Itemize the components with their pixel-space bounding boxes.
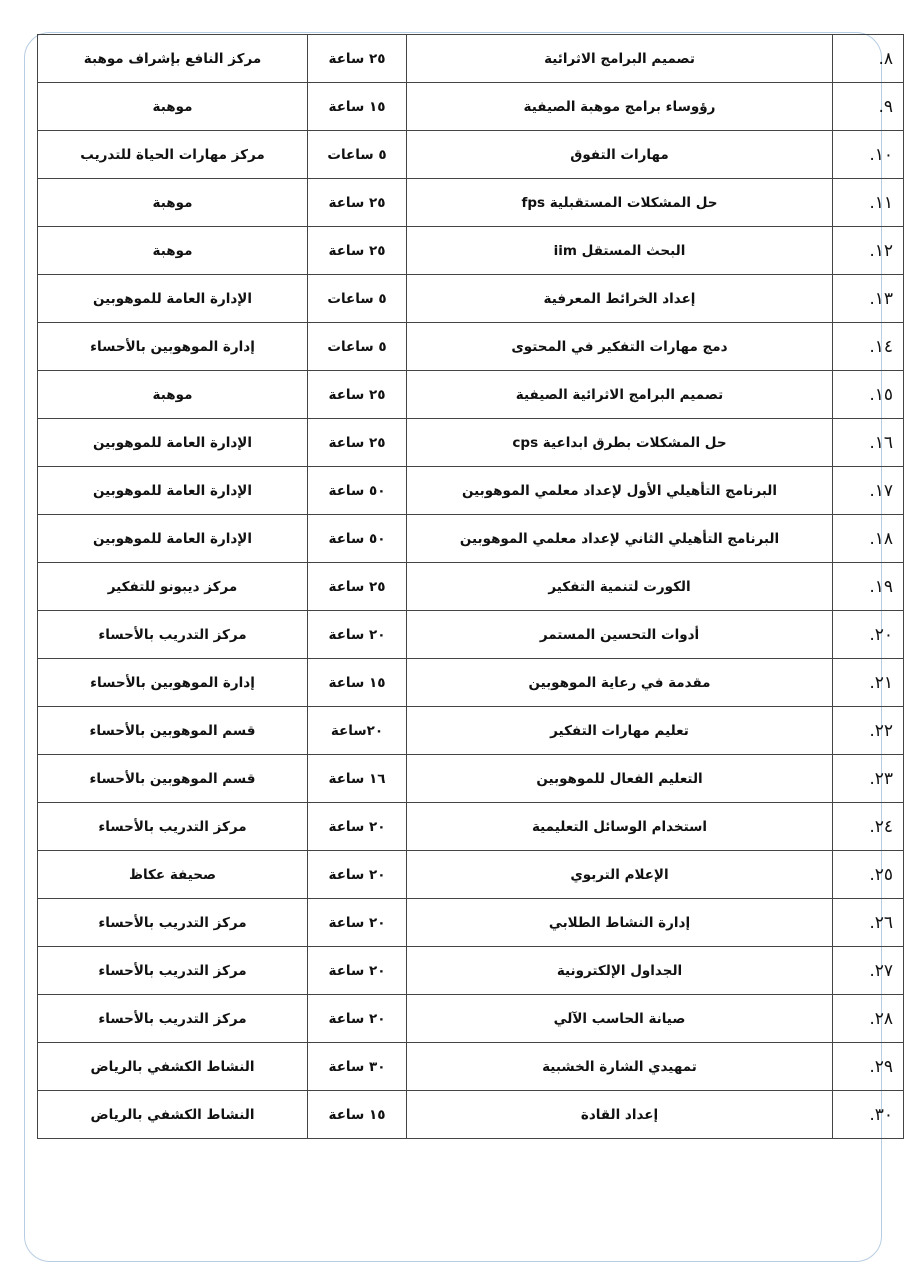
course-provider: موهبة [38, 179, 308, 227]
course-provider: موهبة [38, 83, 308, 131]
course-hours: ٢٥ ساعة [308, 35, 407, 83]
course-name: مقدمة في رعاية الموهوبين [407, 659, 833, 707]
table-row [38, 227, 904, 275]
row-number: ١٧. [833, 467, 904, 515]
table-row [38, 371, 904, 419]
row-number: ١٦. [833, 419, 904, 467]
course-hours: ٥٠ ساعة [308, 467, 407, 515]
course-hours: ٢٠ ساعة [308, 803, 407, 851]
table-row [38, 803, 904, 851]
courses-table [37, 34, 904, 1139]
course-name: التعليم الفعال للموهوبين [407, 755, 833, 803]
course-name: تصميم البرامج الاثرائية الصيفية [407, 371, 833, 419]
course-hours: ١٥ ساعة [308, 1091, 407, 1139]
course-hours: ٢٥ ساعة [308, 563, 407, 611]
table-row [38, 995, 904, 1043]
course-provider: الإدارة العامة للموهوبين [38, 515, 308, 563]
table-row [38, 323, 904, 371]
table-row [38, 515, 904, 563]
course-name: إدارة النشاط الطلابي [407, 899, 833, 947]
row-number: ٢٢. [833, 707, 904, 755]
course-name: استخدام الوسائل التعليمية [407, 803, 833, 851]
course-hours: ١٥ ساعة [308, 83, 407, 131]
row-number: ٢٥. [833, 851, 904, 899]
course-name: حل المشكلات بطرق ابداعية cps [407, 419, 833, 467]
course-provider: قسم الموهوبين بالأحساء [38, 755, 308, 803]
course-name: إعداد القادة [407, 1091, 833, 1139]
course-provider: الإدارة العامة للموهوبين [38, 419, 308, 467]
row-number: ٨. [833, 35, 904, 83]
course-name: البحث المستقل iim [407, 227, 833, 275]
course-hours: ٥٠ ساعة [308, 515, 407, 563]
course-hours: ٢٠ ساعة [308, 995, 407, 1043]
course-name: الجداول الإلكترونية [407, 947, 833, 995]
course-name: تمهيدي الشارة الخشبية [407, 1043, 833, 1091]
table-row [38, 611, 904, 659]
course-hours: ٣٠ ساعة [308, 1043, 407, 1091]
course-hours: ٢٠ ساعة [308, 899, 407, 947]
table-row [38, 707, 904, 755]
table-row [38, 1043, 904, 1091]
row-number: ١٢. [833, 227, 904, 275]
course-hours: ٥ ساعات [308, 323, 407, 371]
course-name: تصميم البرامج الاثرائية [407, 35, 833, 83]
course-provider: مركز ديبونو للتفكير [38, 563, 308, 611]
row-number: ٢٧. [833, 947, 904, 995]
course-hours: ٥ ساعات [308, 131, 407, 179]
course-provider: موهبة [38, 227, 308, 275]
course-provider: موهبة [38, 371, 308, 419]
course-provider: الإدارة العامة للموهوبين [38, 275, 308, 323]
course-provider: إدارة الموهوبين بالأحساء [38, 323, 308, 371]
row-number: ٢٨. [833, 995, 904, 1043]
row-number: ١٥. [833, 371, 904, 419]
course-hours: ٥ ساعات [308, 275, 407, 323]
course-name: الإعلام التربوي [407, 851, 833, 899]
table-row [38, 851, 904, 899]
table-row [38, 83, 904, 131]
course-hours: ٢٠ ساعة [308, 947, 407, 995]
course-name: إعداد الخرائط المعرفية [407, 275, 833, 323]
course-provider: مركز مهارات الحياة للتدريب [38, 131, 308, 179]
row-number: ١٨. [833, 515, 904, 563]
row-number: ١٩. [833, 563, 904, 611]
course-provider: مركز التدريب بالأحساء [38, 899, 308, 947]
table-row [38, 275, 904, 323]
course-provider: مركز التدريب بالأحساء [38, 995, 308, 1043]
table-row [38, 467, 904, 515]
row-number: ١٤. [833, 323, 904, 371]
row-number: ٢٤. [833, 803, 904, 851]
table-row [38, 563, 904, 611]
course-name: البرنامج التأهيلي الثاني لإعداد معلمي الموهوبين [407, 515, 833, 563]
course-name: مهارات التفوق [407, 131, 833, 179]
course-provider: مركز التدريب بالأحساء [38, 803, 308, 851]
course-provider: مركز التدريب بالأحساء [38, 611, 308, 659]
course-hours: ٢٥ ساعة [308, 227, 407, 275]
course-name: البرنامج التأهيلي الأول لإعداد معلمي الموهوبين [407, 467, 833, 515]
table-row [38, 419, 904, 467]
table-row [38, 659, 904, 707]
row-number: ٣٠. [833, 1091, 904, 1139]
row-number: ١٠. [833, 131, 904, 179]
row-number: ٢٠. [833, 611, 904, 659]
course-provider: الإدارة العامة للموهوبين [38, 467, 308, 515]
course-hours: ٢٥ ساعة [308, 419, 407, 467]
course-name: الكورت لتنمية التفكير [407, 563, 833, 611]
row-number: ١٣. [833, 275, 904, 323]
table-row [38, 1091, 904, 1139]
course-provider: قسم الموهوبين بالأحساء [38, 707, 308, 755]
table-row [38, 947, 904, 995]
table-row [38, 131, 904, 179]
course-hours: ٢٥ ساعة [308, 179, 407, 227]
course-name: صيانة الحاسب الآلي [407, 995, 833, 1043]
course-name: تعليم مهارات التفكير [407, 707, 833, 755]
courses-table-body [38, 35, 904, 1139]
course-hours: ١٥ ساعة [308, 659, 407, 707]
table-row [38, 35, 904, 83]
course-hours: ٢٠ساعة [308, 707, 407, 755]
course-hours: ٢٥ ساعة [308, 371, 407, 419]
course-provider: مركز النافع بإشراف موهبة [38, 35, 308, 83]
course-provider: مركز التدريب بالأحساء [38, 947, 308, 995]
row-number: ٢٩. [833, 1043, 904, 1091]
course-hours: ٢٠ ساعة [308, 851, 407, 899]
table-row [38, 755, 904, 803]
row-number: ١١. [833, 179, 904, 227]
row-number: ٢١. [833, 659, 904, 707]
course-name: رؤوساء برامج موهبة الصيفية [407, 83, 833, 131]
course-name: دمج مهارات التفكير في المحتوى [407, 323, 833, 371]
row-number: ٩. [833, 83, 904, 131]
row-number: ٢٦. [833, 899, 904, 947]
course-provider: النشاط الكشفي بالرياض [38, 1043, 308, 1091]
course-provider: النشاط الكشفي بالرياض [38, 1091, 308, 1139]
table-row [38, 899, 904, 947]
course-hours: ١٦ ساعة [308, 755, 407, 803]
course-provider: إدارة الموهوبين بالأحساء [38, 659, 308, 707]
course-name: حل المشكلات المستقبلية fps [407, 179, 833, 227]
table-row [38, 179, 904, 227]
course-name: أدوات التحسين المستمر [407, 611, 833, 659]
row-number: ٢٣. [833, 755, 904, 803]
course-hours: ٢٠ ساعة [308, 611, 407, 659]
course-provider: صحيفة عكاظ [38, 851, 308, 899]
